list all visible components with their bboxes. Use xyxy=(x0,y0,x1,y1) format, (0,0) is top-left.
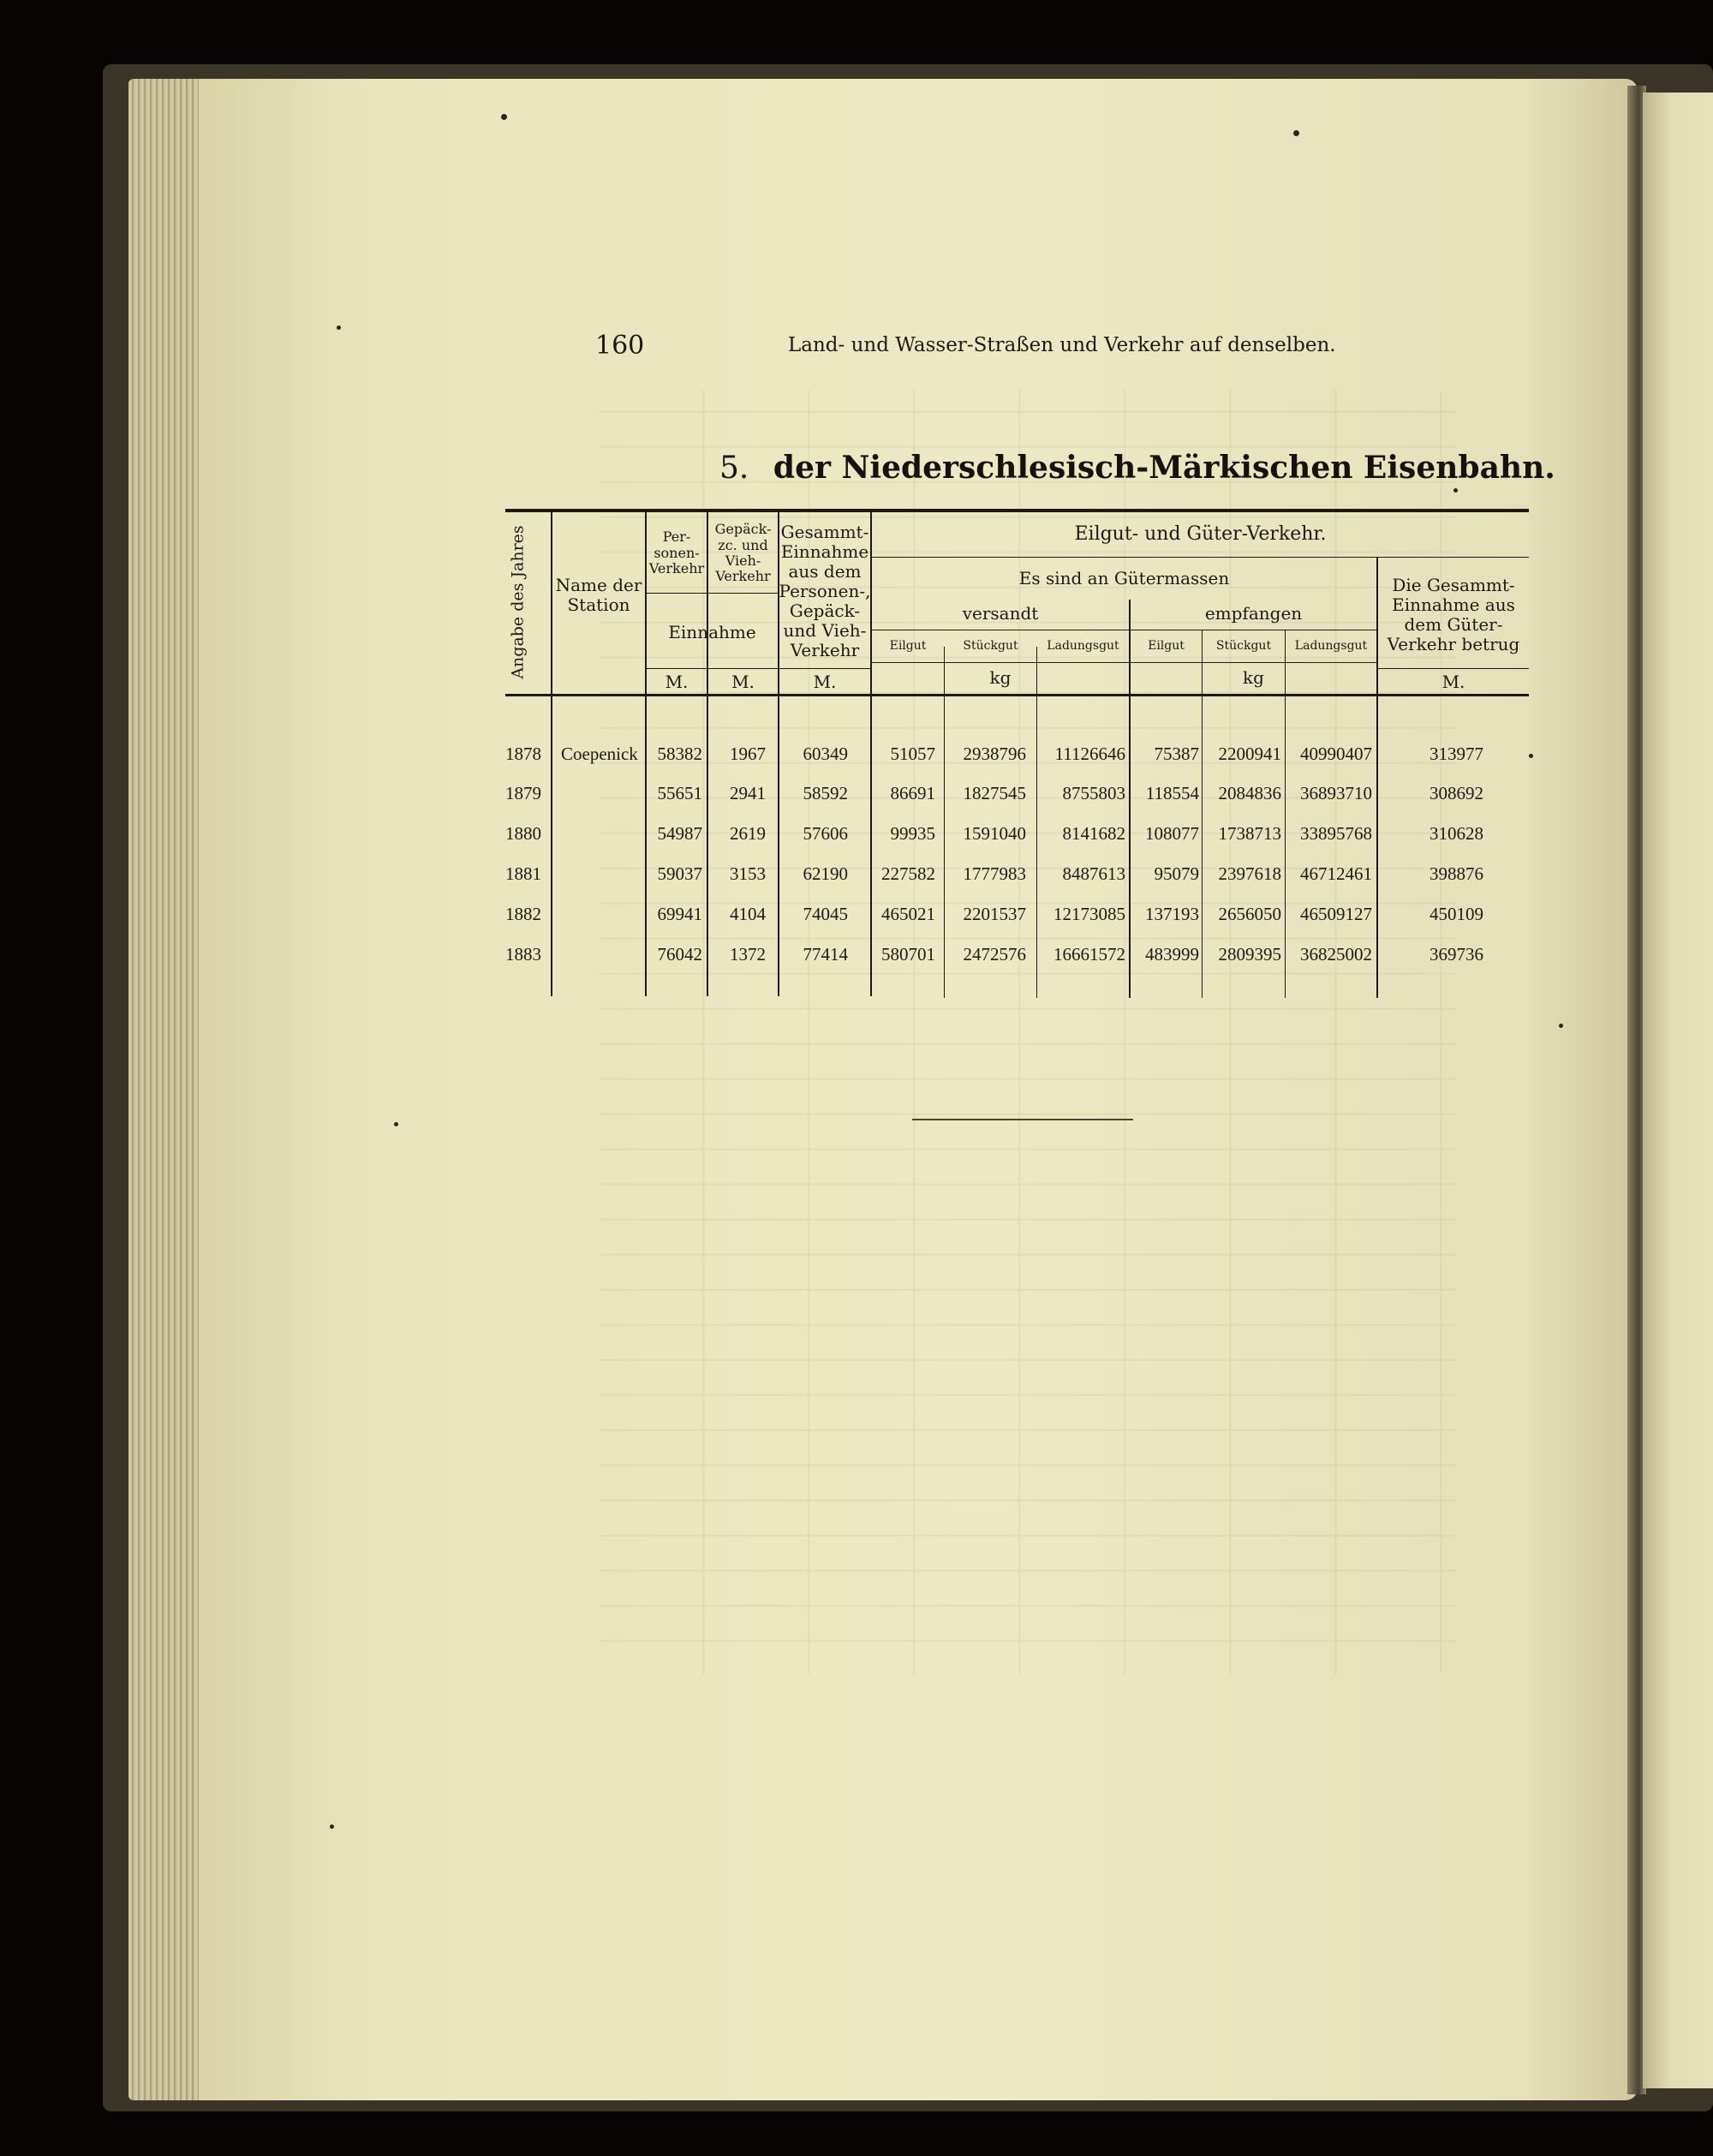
cell-v-eilgut: 86691 xyxy=(890,783,935,803)
header-subrule xyxy=(1378,668,1529,669)
section-title xyxy=(719,450,1555,486)
ink-speck xyxy=(501,114,507,120)
cell-gueter-einnahme: 310628 xyxy=(1429,823,1483,844)
cell-e-stueckgut: 2397618 xyxy=(1218,863,1281,884)
cell-personen: 59037 xyxy=(657,863,702,884)
cell-v-ladungsgut: 8487613 xyxy=(1062,863,1125,884)
cell-year: 1883 xyxy=(505,944,541,965)
cell-gesammt: 74045 xyxy=(803,904,848,924)
ink-speck xyxy=(1559,1024,1563,1028)
cell-gepaeck: 3153 xyxy=(730,863,766,884)
cell-e-eilgut: 108077 xyxy=(1145,823,1199,844)
cell-e-stueckgut: 2809395 xyxy=(1218,944,1281,965)
cell-e-ladungsgut: 40990407 xyxy=(1300,744,1372,764)
cell-gepaeck: 4104 xyxy=(730,904,766,924)
cell-year: 1880 xyxy=(505,823,541,844)
cell-personen: 76042 xyxy=(657,944,702,965)
running-header xyxy=(595,331,1336,365)
column-rule xyxy=(944,647,945,998)
header-unit-kg: kg xyxy=(989,667,1012,688)
column-rule xyxy=(1036,647,1037,998)
header-e-stueckgut: Stückgut xyxy=(1215,638,1272,653)
header-station: Name der Station xyxy=(555,575,642,615)
cell-e-ladungsgut: 36893710 xyxy=(1300,783,1372,803)
table-top-rule xyxy=(505,509,1529,512)
header-subrule xyxy=(647,593,778,594)
section-end-rule xyxy=(912,1119,1133,1120)
header-e-ladungsgut: Ladungsgut xyxy=(1294,638,1368,653)
page-number: 160 xyxy=(595,331,645,361)
cell-personen: 55651 xyxy=(657,783,702,803)
cell-v-eilgut: 465021 xyxy=(881,904,935,924)
cell-gesammt: 62190 xyxy=(803,863,848,884)
cell-year: 1878 xyxy=(505,744,541,764)
running-head-text: Land- und Wasser-Straßen und Verkehr auf denselben. xyxy=(788,334,1336,356)
cell-v-ladungsgut: 11126646 xyxy=(1054,744,1125,764)
cell-personen: 69941 xyxy=(657,904,702,924)
ink-speck xyxy=(1529,754,1533,758)
header-unit-m: M. xyxy=(731,671,755,692)
header-subrule xyxy=(872,662,1376,663)
ink-speck xyxy=(1453,488,1458,493)
cell-v-eilgut: 51057 xyxy=(890,744,935,764)
cell-gesammt: 60349 xyxy=(803,744,848,764)
header-einnahme: Einnahme xyxy=(668,621,756,642)
cell-gueter-einnahme: 398876 xyxy=(1429,863,1483,884)
header-unit-m: M. xyxy=(813,671,837,692)
cell-v-stueckgut: 2472576 xyxy=(963,944,1026,965)
header-v-ladungsgut: Ladungsgut xyxy=(1047,638,1119,653)
cell-e-stueckgut: 2656050 xyxy=(1218,904,1281,924)
cell-v-stueckgut: 1591040 xyxy=(963,823,1026,844)
cell-v-stueckgut: 1777983 xyxy=(963,863,1026,884)
ink-speck xyxy=(337,325,341,330)
header-personen: Per-sonen-Verkehr xyxy=(648,529,705,577)
cell-gueter-einnahme: 308692 xyxy=(1429,783,1483,803)
header-year: Angabe des Jahres xyxy=(509,524,528,679)
cell-gepaeck: 2941 xyxy=(730,783,766,803)
section-title-text: der Niederschlesisch-Märkischen Eisenbahn. xyxy=(773,450,1555,486)
cell-year: 1879 xyxy=(505,783,541,803)
ink-speck xyxy=(330,1825,334,1829)
header-v-stueckgut: Stückgut xyxy=(963,638,1018,653)
cell-e-eilgut: 137193 xyxy=(1145,904,1199,924)
cell-v-eilgut: 227582 xyxy=(881,863,935,884)
cell-gepaeck: 2619 xyxy=(730,823,766,844)
cell-v-ladungsgut: 8755803 xyxy=(1062,783,1125,803)
header-versandt: versandt xyxy=(962,603,1039,624)
cell-v-ladungsgut: 16661572 xyxy=(1053,944,1125,965)
header-gepaeck: Gepäck- zc. und Vieh-Verkehr xyxy=(714,521,772,585)
cell-year: 1882 xyxy=(505,904,541,924)
cell-gueter-einnahme: 313977 xyxy=(1429,744,1483,764)
header-e-eilgut: Eilgut xyxy=(1148,638,1185,653)
cell-v-stueckgut: 1827545 xyxy=(963,783,1026,803)
cell-gesammt: 77414 xyxy=(803,944,848,965)
header-gueter-einnahme: Die Gesammt-Einnahme aus dem Güter-Verkehr betrug xyxy=(1387,575,1520,654)
cell-year: 1881 xyxy=(505,863,541,884)
cell-e-stueckgut: 2200941 xyxy=(1218,744,1281,764)
header-unit-m: M. xyxy=(665,671,689,692)
header-v-eilgut: Eilgut xyxy=(889,638,927,653)
cell-e-stueckgut: 1738713 xyxy=(1218,823,1281,844)
header-subrule xyxy=(872,557,1529,558)
cell-e-eilgut: 75387 xyxy=(1154,744,1199,764)
cell-e-ladungsgut: 46712461 xyxy=(1300,863,1372,884)
cell-e-ladungsgut: 33895768 xyxy=(1300,823,1372,844)
cell-e-stueckgut: 2084836 xyxy=(1218,783,1281,803)
cell-gesammt: 57606 xyxy=(803,823,848,844)
cell-personen: 54987 xyxy=(657,823,702,844)
header-subrule xyxy=(647,668,778,669)
cell-gepaeck: 1967 xyxy=(730,744,766,764)
cell-gueter-einnahme: 369736 xyxy=(1429,944,1483,965)
cell-e-ladungsgut: 46509127 xyxy=(1300,904,1372,924)
cell-e-eilgut: 118554 xyxy=(1145,783,1199,803)
cell-v-eilgut: 580701 xyxy=(881,944,935,965)
ink-speck xyxy=(1293,130,1299,136)
header-gueter-sub: Es sind an Gütermassen xyxy=(1018,567,1230,588)
cell-v-ladungsgut: 8141682 xyxy=(1062,823,1125,844)
page-edges xyxy=(128,79,206,2100)
header-gueter-group: Eilgut- und Güter-Verkehr. xyxy=(1074,523,1327,546)
header-empfangen: empfangen xyxy=(1204,603,1303,624)
table-header-rule xyxy=(505,694,1529,696)
ink-speck xyxy=(394,1122,398,1126)
cell-v-eilgut: 99935 xyxy=(890,823,935,844)
cell-v-stueckgut: 2938796 xyxy=(963,744,1026,764)
cell-personen: 58382 xyxy=(657,744,702,764)
cell-v-stueckgut: 2201537 xyxy=(963,904,1026,924)
cell-gueter-einnahme: 450109 xyxy=(1429,904,1483,924)
facing-page xyxy=(1643,93,1713,2088)
cell-e-eilgut: 95079 xyxy=(1154,863,1199,884)
cell-v-ladungsgut: 12173085 xyxy=(1053,904,1125,924)
cell-e-eilgut: 483999 xyxy=(1145,944,1199,965)
cell-gepaeck: 1372 xyxy=(730,944,766,965)
cell-e-ladungsgut: 36825002 xyxy=(1300,944,1372,965)
header-unit-m: M. xyxy=(1441,671,1465,692)
section-number: 5. xyxy=(719,451,749,486)
header-subrule xyxy=(779,668,870,669)
header-unit-kg: kg xyxy=(1243,667,1264,688)
station-name: Coepenick xyxy=(561,744,638,764)
cell-gesammt: 58592 xyxy=(803,783,848,803)
header-gesammt: Gesammt-Einnahme aus dem Personen-, Gepäck- und Vieh-Verkehr xyxy=(779,521,871,660)
